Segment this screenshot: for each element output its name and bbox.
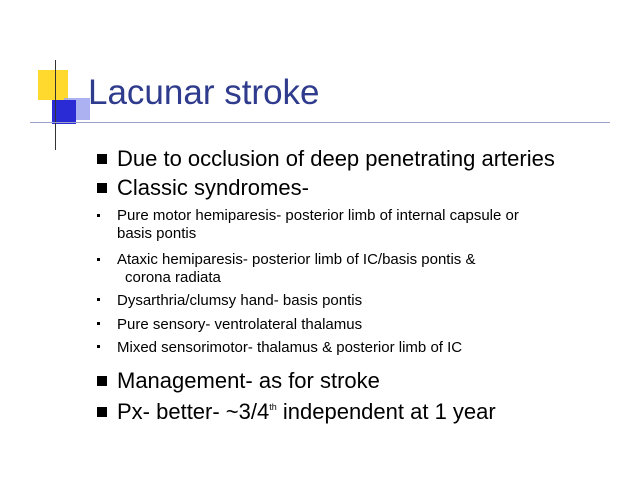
small-bullet-icon bbox=[97, 345, 100, 348]
small-bullet-icon bbox=[97, 214, 100, 217]
square-bullet-icon bbox=[97, 183, 107, 193]
square-bullet-icon bbox=[97, 407, 107, 417]
small-bullet-icon bbox=[97, 258, 100, 261]
decor-yellow-square bbox=[38, 70, 68, 100]
title-underline bbox=[30, 122, 610, 123]
square-bullet-icon bbox=[97, 154, 107, 164]
decor-vertical-line bbox=[55, 60, 56, 150]
small-bullet-icon bbox=[97, 322, 100, 325]
small-bullet-icon bbox=[97, 298, 100, 301]
slide-title: Lacunar stroke bbox=[88, 73, 320, 112]
square-bullet-icon bbox=[97, 376, 107, 386]
